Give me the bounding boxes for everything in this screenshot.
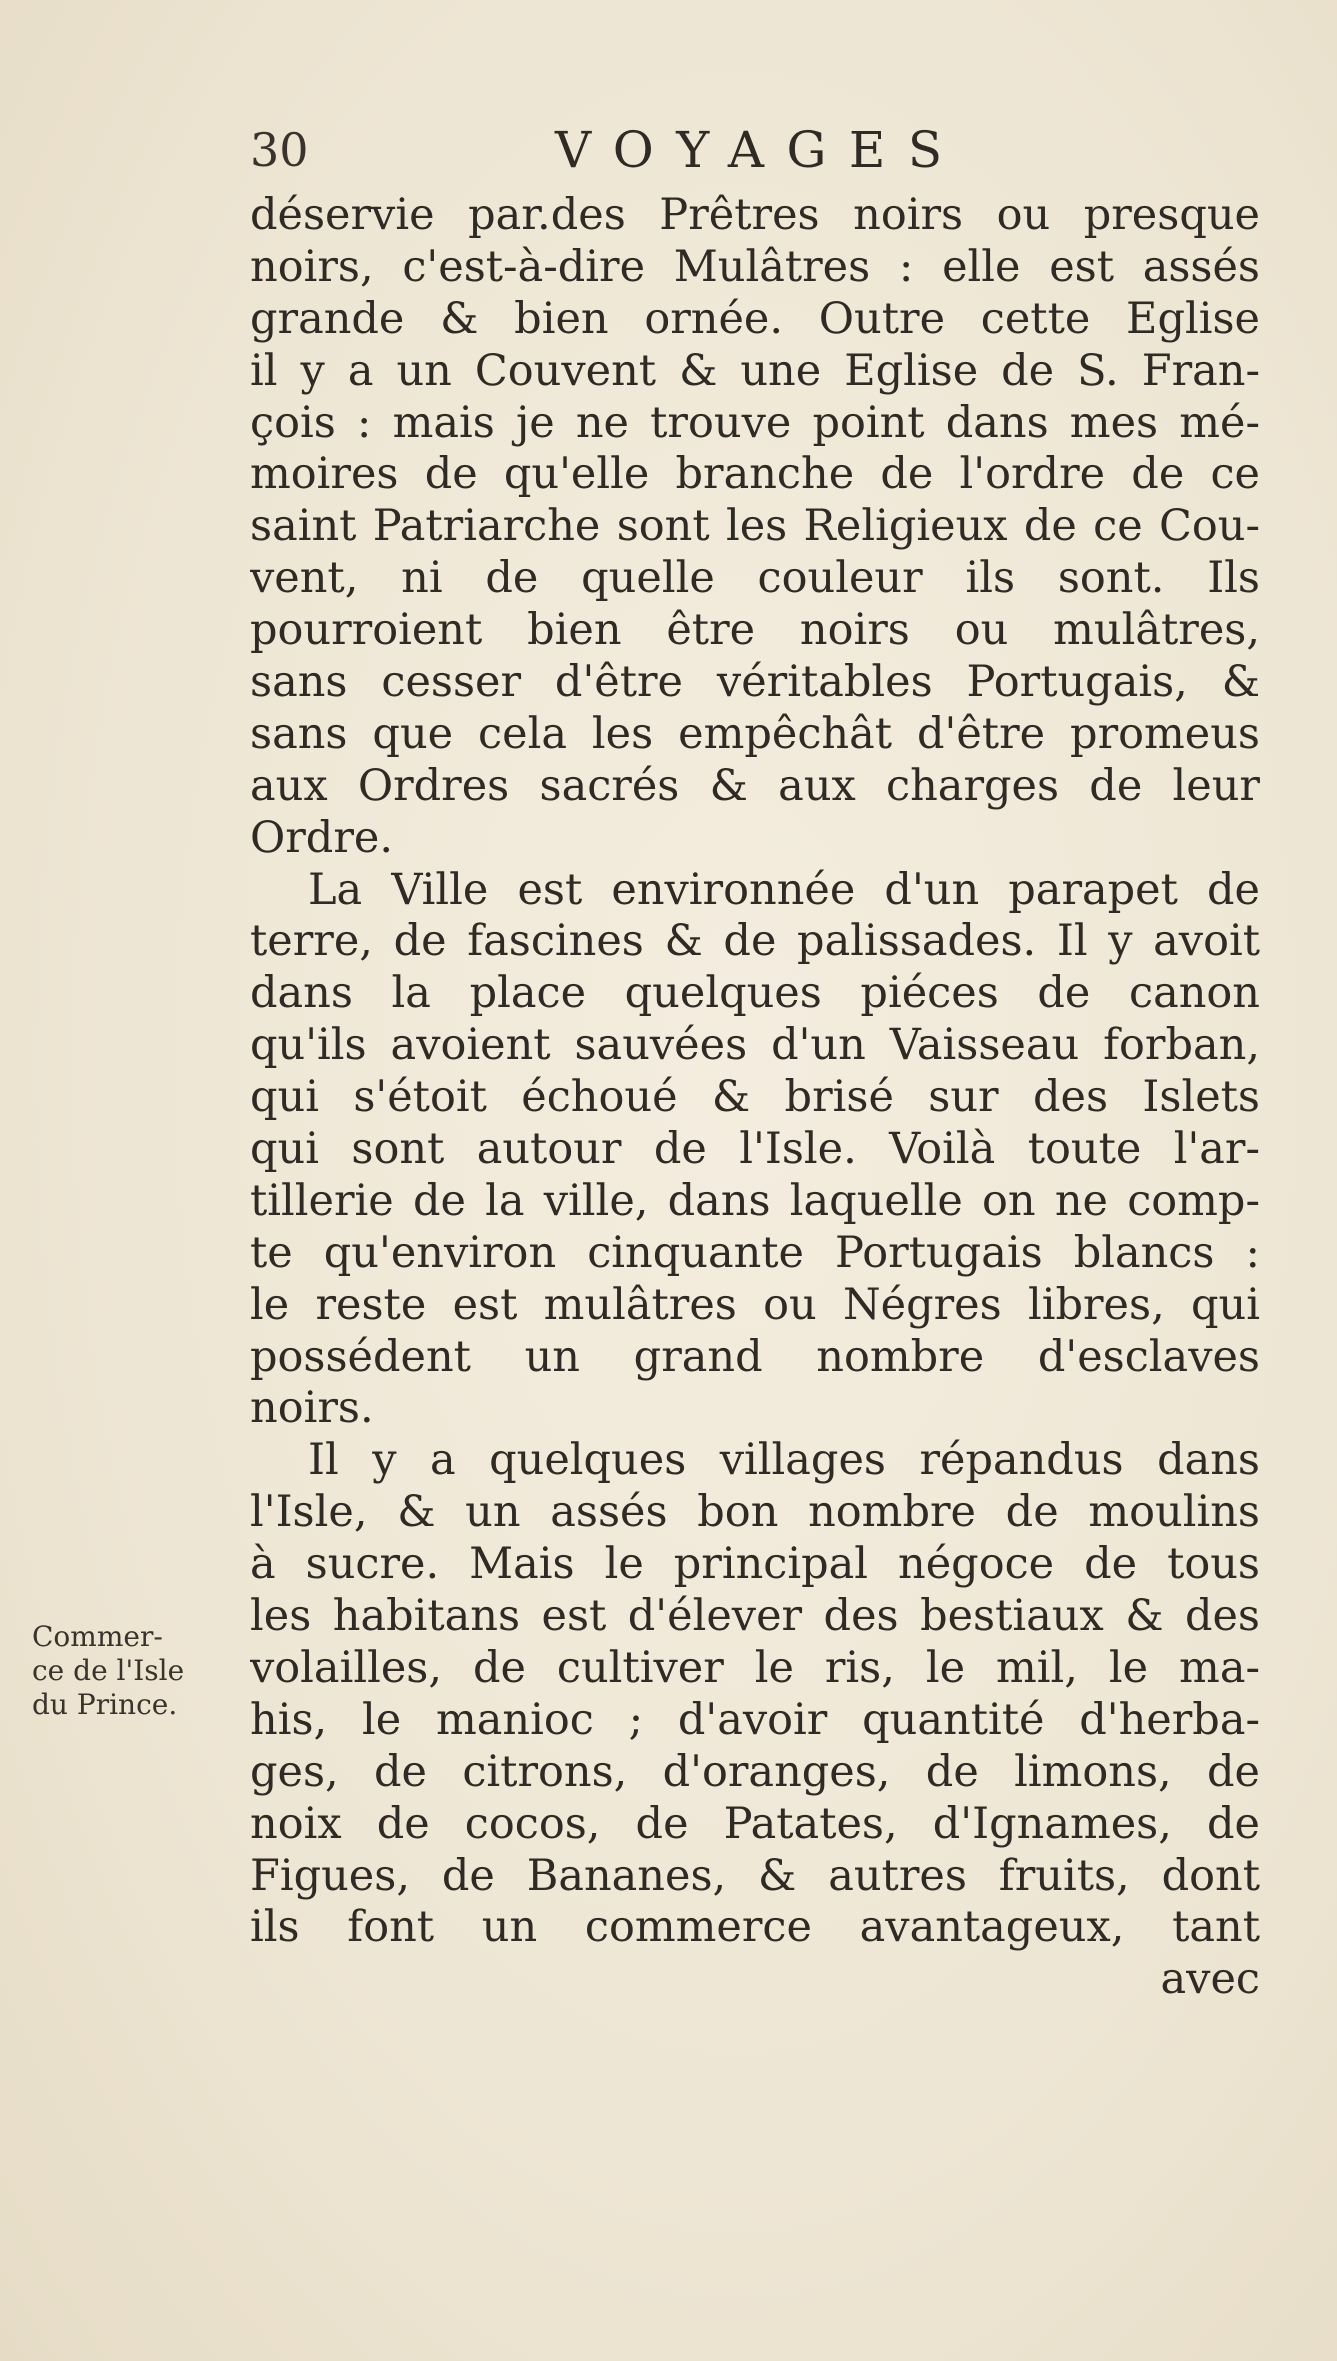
paragraph-start-line: Il y a quelques villages répandus dans xyxy=(308,1435,1260,1486)
text-line: le reste est mulâtres ou Négres libres, qui xyxy=(250,1279,1260,1330)
text-line: qu'ils avoient sauvées d'un Vaisseau forban, xyxy=(250,1020,1260,1071)
text-line: vent, ni de quelle couleur ils sont. Ils xyxy=(250,553,1260,604)
text-line: sans que cela les empêchât d'être promeus xyxy=(250,708,1260,759)
text-line: his, le manioc ; d'avoir quantité d'herba- xyxy=(250,1694,1260,1745)
text-line: noirs, c'est-à-dire Mulâtres : elle est assés xyxy=(250,241,1260,292)
text-line: grande & bien ornée. Outre cette Eglise xyxy=(250,293,1260,344)
text-line: possédent un grand nombre d'esclaves xyxy=(250,1331,1260,1382)
body-text xyxy=(250,190,1260,2006)
page-header xyxy=(250,115,1260,185)
text-line: Ordre. xyxy=(250,812,394,863)
text-line: les habitans est d'élever des bestiaux & des xyxy=(250,1591,1260,1642)
running-title: VOYAGES xyxy=(555,121,965,179)
text-line: volailles, de cultiver le ris, le mil, le ma- xyxy=(250,1642,1260,1693)
text-line: pourroient bien être noirs ou mulâtres, xyxy=(250,605,1260,656)
margin-note xyxy=(32,1620,232,1722)
text-line: déservie par.des Prêtres noirs ou presque xyxy=(250,190,1260,240)
text-line: à sucre. Mais le principal négoce de tous xyxy=(250,1539,1260,1590)
page-number: 30 xyxy=(250,123,309,177)
text-line: aux Ordres sacrés & aux charges de leur xyxy=(250,760,1260,811)
margin-note-line: Commer- xyxy=(32,1620,163,1653)
text-line: noirs. xyxy=(250,1383,374,1434)
margin-note-line: du Prince. xyxy=(32,1688,178,1721)
text-line: te qu'environ cinquante Portugais blancs : xyxy=(250,1227,1260,1278)
text-line: terre, de fascines & de palissades. Il y avoit xyxy=(250,916,1260,967)
text-line: qui sont autour de l'Isle. Voilà toute l'ar- xyxy=(250,1124,1260,1175)
paragraph-start-line: La Ville est environnée d'un parapet de xyxy=(308,864,1260,915)
text-line: qui s'étoit échoué & brisé sur des Islets xyxy=(250,1072,1260,1123)
text-line: moires de qu'elle branche de l'ordre de ce xyxy=(250,449,1260,500)
text-line: ils font un commerce avantageux, tant xyxy=(250,1902,1260,1953)
catchword: avec xyxy=(1160,1954,1260,2005)
text-line: çois : mais je ne trouve point dans mes mé- xyxy=(250,397,1260,448)
text-line: saint Patriarche sont les Religieux de ce Cou- xyxy=(250,501,1260,552)
margin-note-line: ce de l'Isle xyxy=(32,1654,185,1687)
text-line: Figues, de Bananes, & autres fruits, dont xyxy=(250,1850,1260,1901)
text-line: noix de cocos, de Patates, d'Ignames, de xyxy=(250,1798,1260,1849)
text-line: il y a un Couvent & une Eglise de S. Fran- xyxy=(250,345,1260,396)
text-line: ges, de citrons, d'oranges, de limons, de xyxy=(250,1746,1260,1797)
text-line: tillerie de la ville, dans laquelle on ne comp- xyxy=(250,1175,1260,1226)
text-line: dans la place quelques piéces de canon xyxy=(250,968,1260,1019)
text-line: sans cesser d'être véritables Portugais, & xyxy=(250,657,1260,708)
text-line: l'Isle, & un assés bon nombre de moulins xyxy=(250,1487,1260,1538)
